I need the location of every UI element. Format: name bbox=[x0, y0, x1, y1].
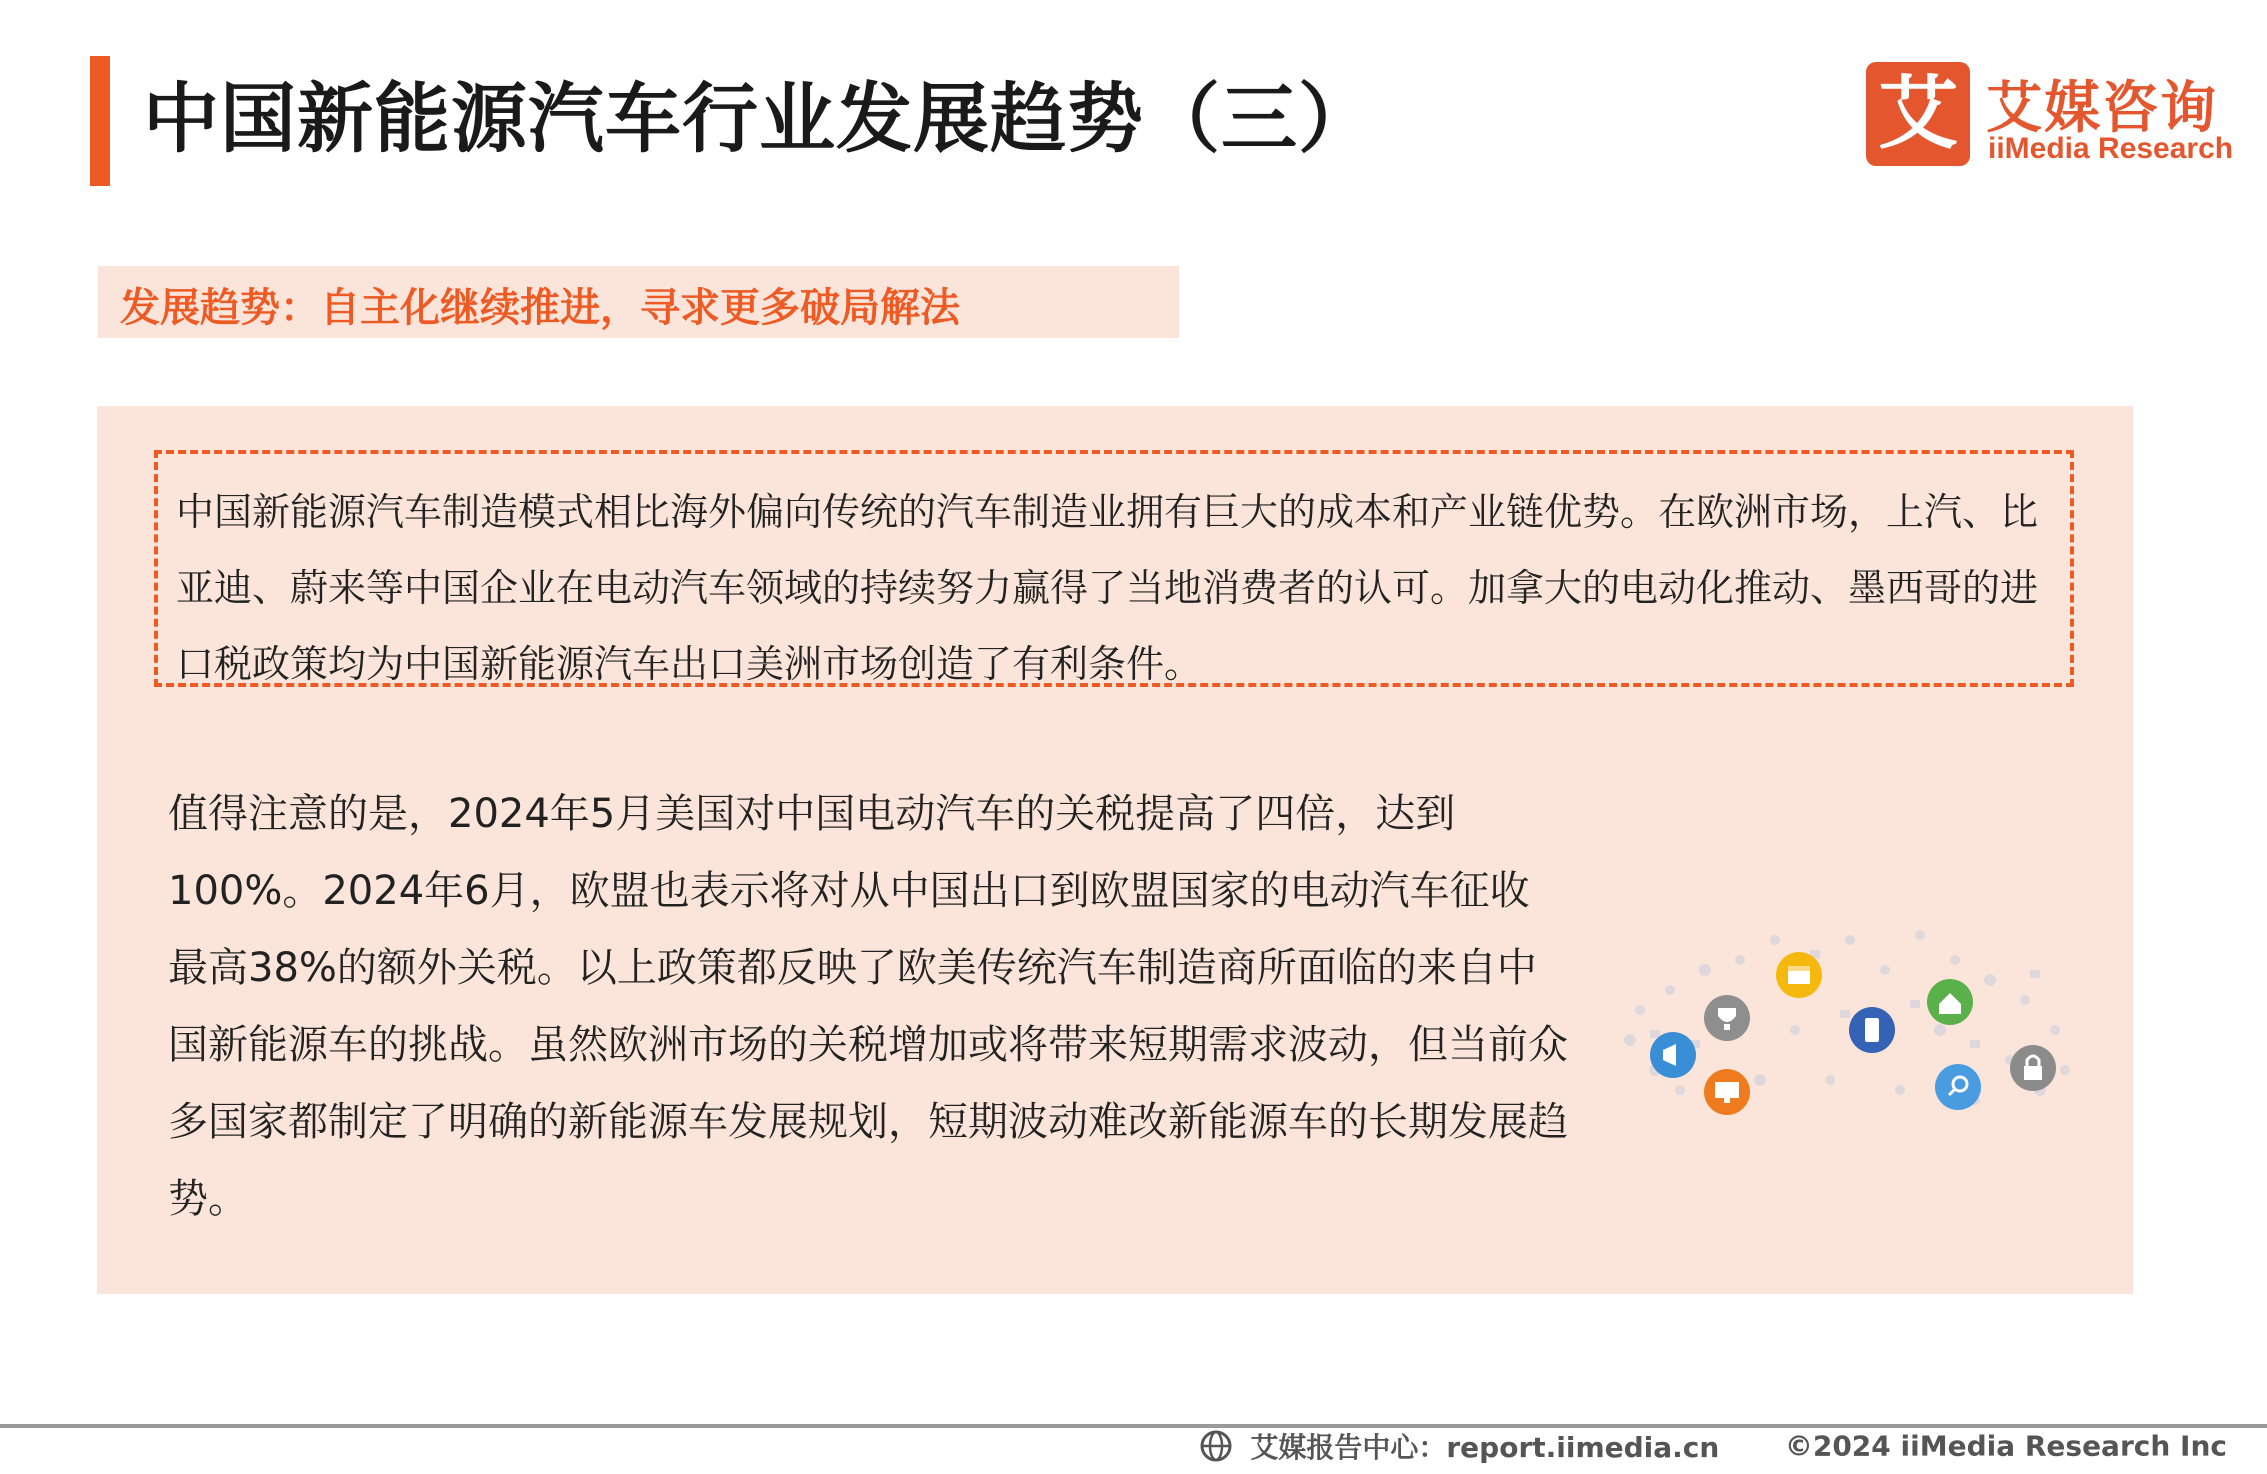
logo-mark: 艾 bbox=[1866, 62, 1970, 166]
globe-icon bbox=[1199, 1429, 1233, 1463]
subheading-text: 发展趋势：自主化继续推进，寻求更多破局解法 bbox=[120, 285, 960, 331]
title-accent-bar bbox=[90, 56, 110, 186]
search-icon bbox=[1935, 1064, 1981, 1110]
footer-report-center: 艾媒报告中心：report.iimedia.cn bbox=[1250, 1431, 1720, 1464]
logo-english-name: iiMedia Research bbox=[1988, 132, 2234, 165]
lock-icon bbox=[2010, 1045, 2056, 1091]
logo-chinese-name: 艾媒咨询 bbox=[1986, 76, 2218, 141]
monitor-icon bbox=[1704, 1069, 1750, 1115]
megaphone-icon bbox=[1650, 1032, 1696, 1078]
page-title: 中国新能源汽车行业发展趋势（三） bbox=[143, 74, 1375, 163]
body-paragraph: 值得注意的是，2024年5月美国对中国电动汽车的关税提高了四倍，达到100%。2024年6月，欧盟也表示将对从中国出口到欧盟国家的电动汽车征收最高38%的额外关税。以上政策都反映了欧美传统汽车制造商所面临的来自中国新能源车的挑战。虽然欧洲市场的关税增加或将带来短期需求波动，但当前众多国家都制定了明确的新能源车发展规划，短期波动难改新能源车的长期发展趋势。 bbox=[168, 791, 1568, 1222]
home-icon bbox=[1927, 979, 1973, 1025]
subheading-banner bbox=[98, 266, 1179, 338]
calendar-icon bbox=[1776, 952, 1822, 998]
iimedia-logo bbox=[1866, 62, 2234, 170]
phone-icon bbox=[1849, 1007, 1895, 1053]
trophy-icon bbox=[1704, 995, 1750, 1041]
highlight-paragraph: 中国新能源汽车制造模式相比海外偏向传统的汽车制造业拥有巨大的成本和产业链优势。在欧洲市场，上汽、比亚迪、蔚来等中国企业在电动汽车领域的持续努力赢得了当地消费者的认可。加拿大的电动化推动、墨西哥的进口税政策均为中国新能源汽车出口美洲市场创造了有利条件。 bbox=[176, 490, 2039, 686]
network-icons-illustration bbox=[1610, 920, 2080, 1130]
footer bbox=[1199, 1426, 2227, 1470]
footer-copyright: ©2024 iiMedia Research Inc bbox=[1784, 1429, 2227, 1463]
